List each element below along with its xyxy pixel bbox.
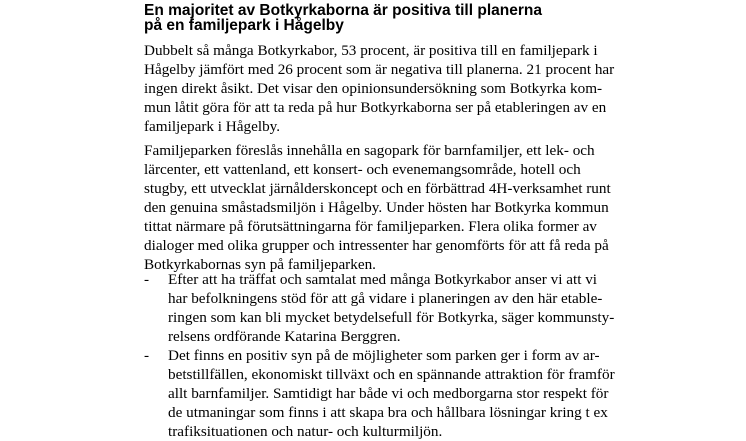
paragraph-line: dialoger med olika grupper och intressenter har genomförts för att få reda på	[144, 237, 609, 254]
list-item-line: Det finns en positiv syn på de möjligheter som parken ger i form av ar-	[168, 347, 600, 364]
paragraph-line: tittat närmare på förutsättningarna för familjeparken. Flera olika former av	[144, 218, 597, 235]
paragraph-line: Hågelby jämfört med 26 procent som är negativa till planerna. 21 procent har	[144, 61, 615, 78]
list-item-line: har befolkningens stöd för att gå vidare i planeringen av den här etable-	[168, 290, 603, 307]
list-item-line: betstillfällen, ekonomiskt tillväxt och en spännande attraktion för framför	[168, 366, 615, 383]
list-item-line: allt barnfamiljer. Samtidigt har både vi och medborgarna stor respekt för	[168, 385, 609, 402]
paragraph-line: familjepark i Hågelby.	[144, 118, 281, 135]
paragraph-survey-results	[144, 41, 624, 136]
headline-line-2: på en familjepark i Hågelby	[144, 17, 344, 34]
paragraph-line: den genuina småstadsmiljön i Hågelby. Under hösten har Botkyrka kommun	[144, 199, 609, 216]
paragraph-line: Familjeparken föreslås innehålla en sagopark för barnfamiljer, ett lek- och	[144, 142, 595, 159]
list-item-line: Efter att ha träffat och samtalat med många Botkyrkabor anser vi att vi	[168, 271, 598, 288]
headline	[144, 3, 624, 33]
paragraph-line: Dubbelt så många Botkyrkabor, 53 procent, är positiva till en familjepark i	[144, 42, 598, 59]
list-item-line: relsens ordförande Katarina Berggren.	[168, 328, 401, 345]
list-dash: -	[144, 347, 150, 364]
list-item-line: trafiksituationen och natur- och kulturmiljön.	[168, 423, 443, 440]
paragraph-line: ingen direkt åsikt. Det visar den opinionsundersökning som Botkyrka kom-	[144, 80, 603, 97]
list-item-line: de utmaningar som finns i att skapa bra och hållbara lösningar kring t ex	[168, 404, 608, 421]
paragraph-park-contents	[144, 141, 624, 274]
list-dash: -	[144, 271, 150, 288]
paragraph-line: stugby, ett utvecklat järnålderskoncept och en förbättrad 4H-verksamhet runt	[144, 180, 611, 197]
list-item	[144, 270, 624, 346]
paragraph-line: mun låtit göra för att ta reda på hur Botkyrkaborna ser på etableringen av en	[144, 99, 607, 116]
paragraph-line: lärcenter, ett vattenland, ett konsert- och evenemangsområde, hotell och	[144, 161, 581, 178]
list-item	[144, 346, 624, 441]
paragraph-line: Botkyrkabornas syn på familjeparken.	[144, 256, 376, 273]
headline-line-1: En majoritet av Botkyrkaborna är positiva till planerna	[144, 2, 542, 19]
quote-list	[144, 270, 624, 441]
list-item-line: ringen som kan bli mycket betydelsefull för Botkyrka, säger kommunsty-	[168, 309, 615, 326]
